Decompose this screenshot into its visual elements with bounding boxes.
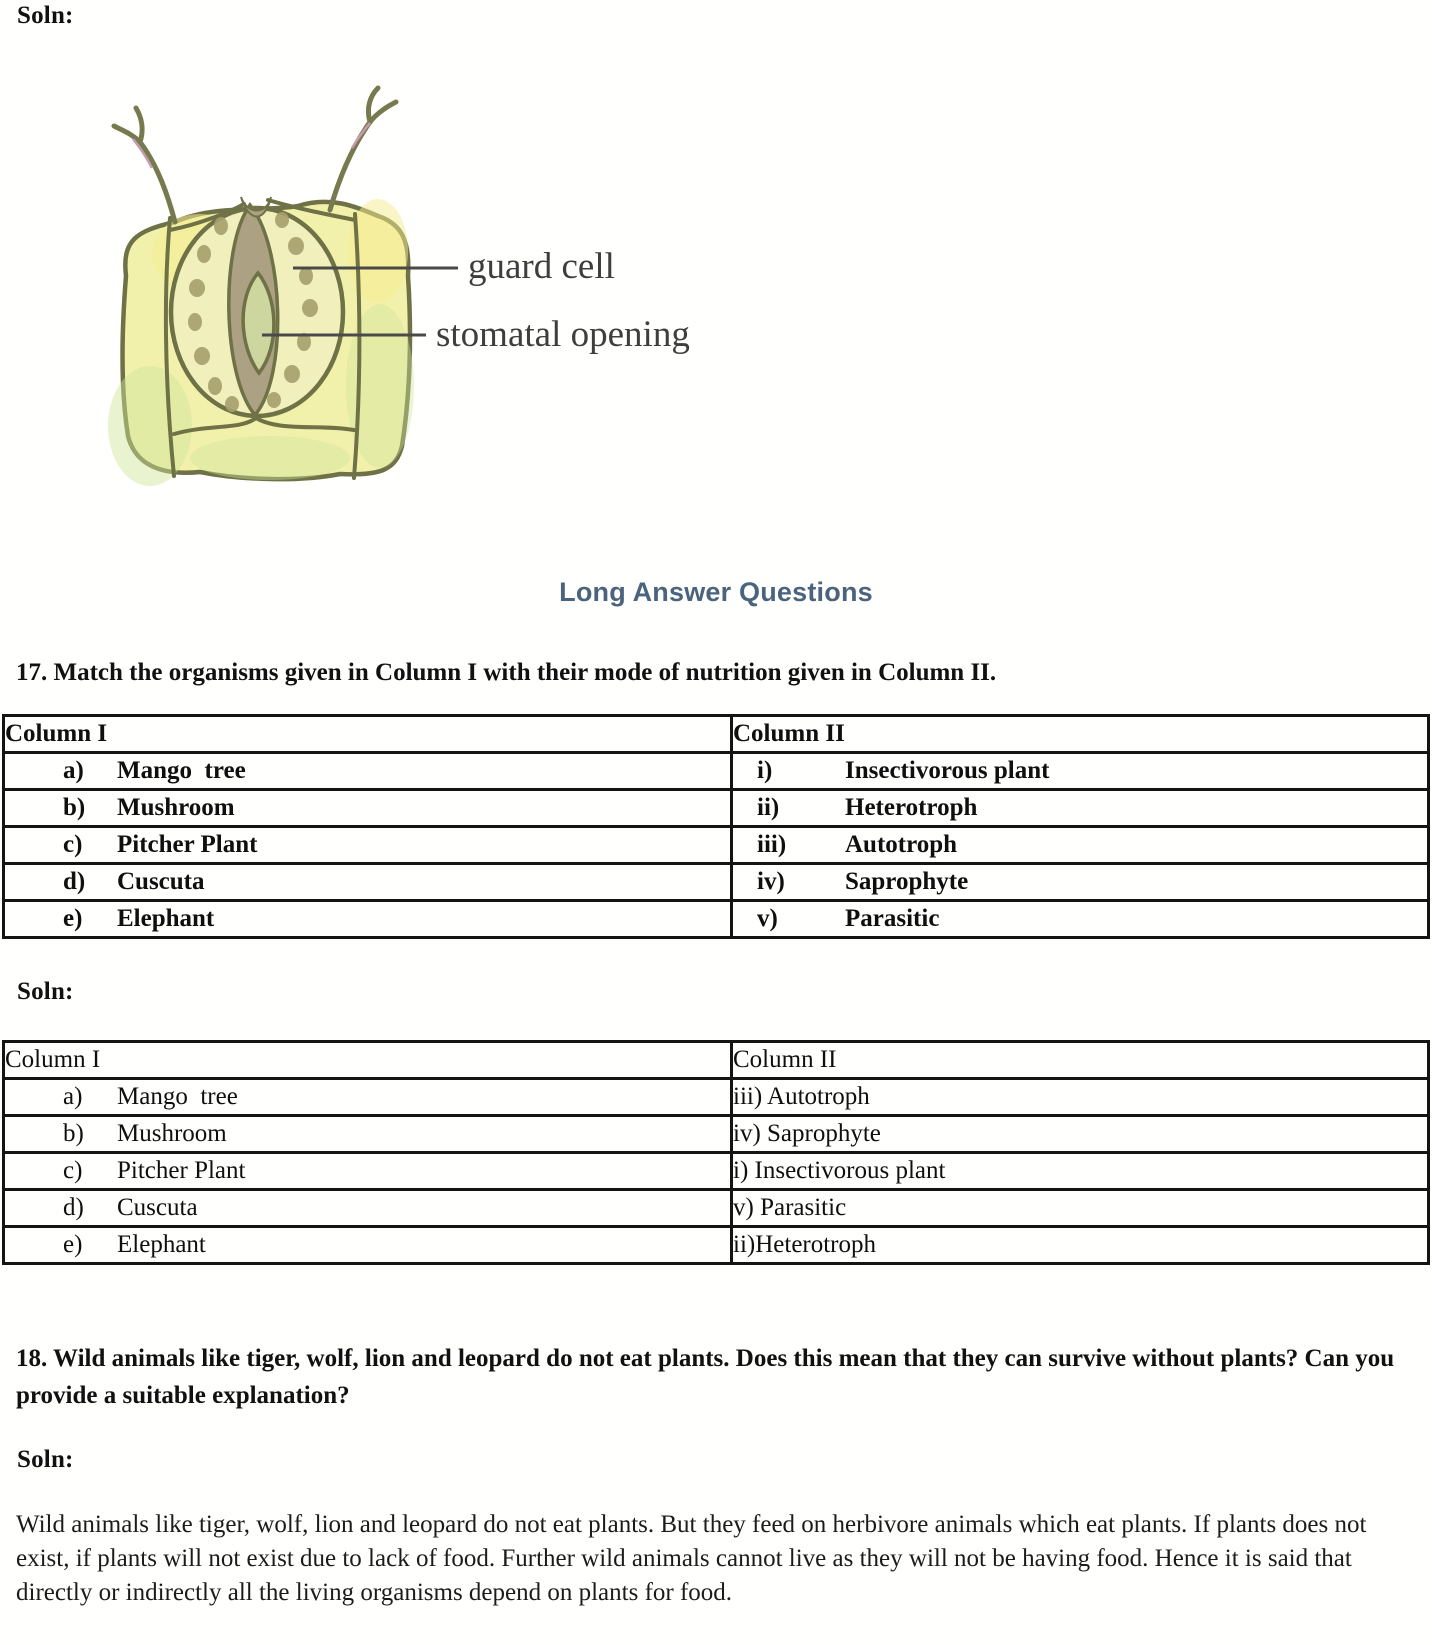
trichome-right-tint [352,123,370,148]
match-answer: iv) Saprophyte [732,1116,1429,1153]
guard-cell-label: guard cell [468,246,615,287]
item-key: e) [63,905,83,932]
column-i-header: Column I [4,716,732,753]
item-key: iv) [757,868,785,895]
answer-paragraph: Wild animals like tiger, wolf, lion and leopard do not eat plants. But they feed on herbivore animals which eat plants. If plants does not exist, if plants will not exist due to lack of food. Further wild animals cannot live as they will not be having food. Hence it is said that directly or indirectly all the living organisms depend on plants for food. [16,1511,1367,1606]
table-row [4,864,1429,901]
item-label: Mango tree [117,757,246,784]
section-heading: Long Answer Questions [559,577,873,607]
match-answer: ii)Heterotroph [732,1227,1429,1264]
item-key: b) [63,1120,84,1147]
item-key: v) [757,905,778,932]
item-label: Elephant [117,1231,206,1258]
item-label: Cuscuta [117,1194,198,1221]
question-18: 18. Wild animals like tiger, wolf, lion and leopard do not eat plants. Does this mean that they can survive without plants? Can you provide a suitable explanation? [16,1345,1395,1409]
stoma-figure [40,46,760,496]
item-key: a) [63,1083,83,1110]
item-key: c) [63,831,83,858]
table-row [4,1153,1429,1190]
item-label: Mango tree [117,1083,238,1110]
item-label: Saprophyte [845,868,969,895]
item-label: Pitcher Plant [117,1157,246,1184]
table-row [4,1116,1429,1153]
item-key: ii) [757,794,780,821]
table-row [4,1227,1429,1264]
table-row [4,901,1429,938]
soln-label-figure: Soln: [17,2,74,29]
item-label: Mushroom [117,794,235,821]
table-row [4,1079,1429,1116]
column-ii-header: Column II [732,1042,1429,1079]
item-key: a) [63,757,84,784]
item-label: Heterotroph [845,794,978,821]
match-answer: iii) Autotroph [732,1079,1429,1116]
item-key: c) [63,1157,83,1184]
match-answer: v) Parasitic [732,1190,1429,1227]
question-17: 17. Match the organisms given in Column I with their mode of nutrition given in Column II. [16,659,997,686]
tint-patch [108,366,192,486]
item-label: Parasitic [845,905,940,932]
match-answer: i) Insectivorous plant [732,1153,1429,1190]
match-table-question [2,714,1430,939]
soln-label-q17: Soln: [17,978,74,1005]
item-key: e) [63,1231,83,1258]
item-label: Elephant [117,905,215,932]
table-header-row [4,1042,1429,1079]
stomatal-opening-label: stomatal opening [436,314,690,355]
item-key: b) [63,794,86,821]
soln-label-q18: Soln: [17,1446,74,1473]
item-label: Autotroph [845,831,958,858]
item-key: iii) [757,831,787,858]
table-header-row [4,716,1429,753]
tint-patch [190,436,350,480]
table-row [4,1190,1429,1227]
item-key: i) [757,757,773,784]
item-key: d) [63,868,86,895]
item-label: Insectivorous plant [845,757,1050,784]
stoma-diagram [40,46,760,496]
table-row [4,790,1429,827]
column-ii-header: Column II [732,716,1429,753]
column-i-header: Column I [4,1042,732,1079]
trichome-right [330,88,396,210]
table-row [4,753,1429,790]
item-key: d) [63,1194,84,1221]
item-label: Pitcher Plant [117,831,258,858]
item-label: Cuscuta [117,868,205,895]
item-label: Mushroom [117,1120,227,1147]
table-row [4,827,1429,864]
match-table-answer [2,1040,1430,1265]
trichome-left [114,108,175,222]
